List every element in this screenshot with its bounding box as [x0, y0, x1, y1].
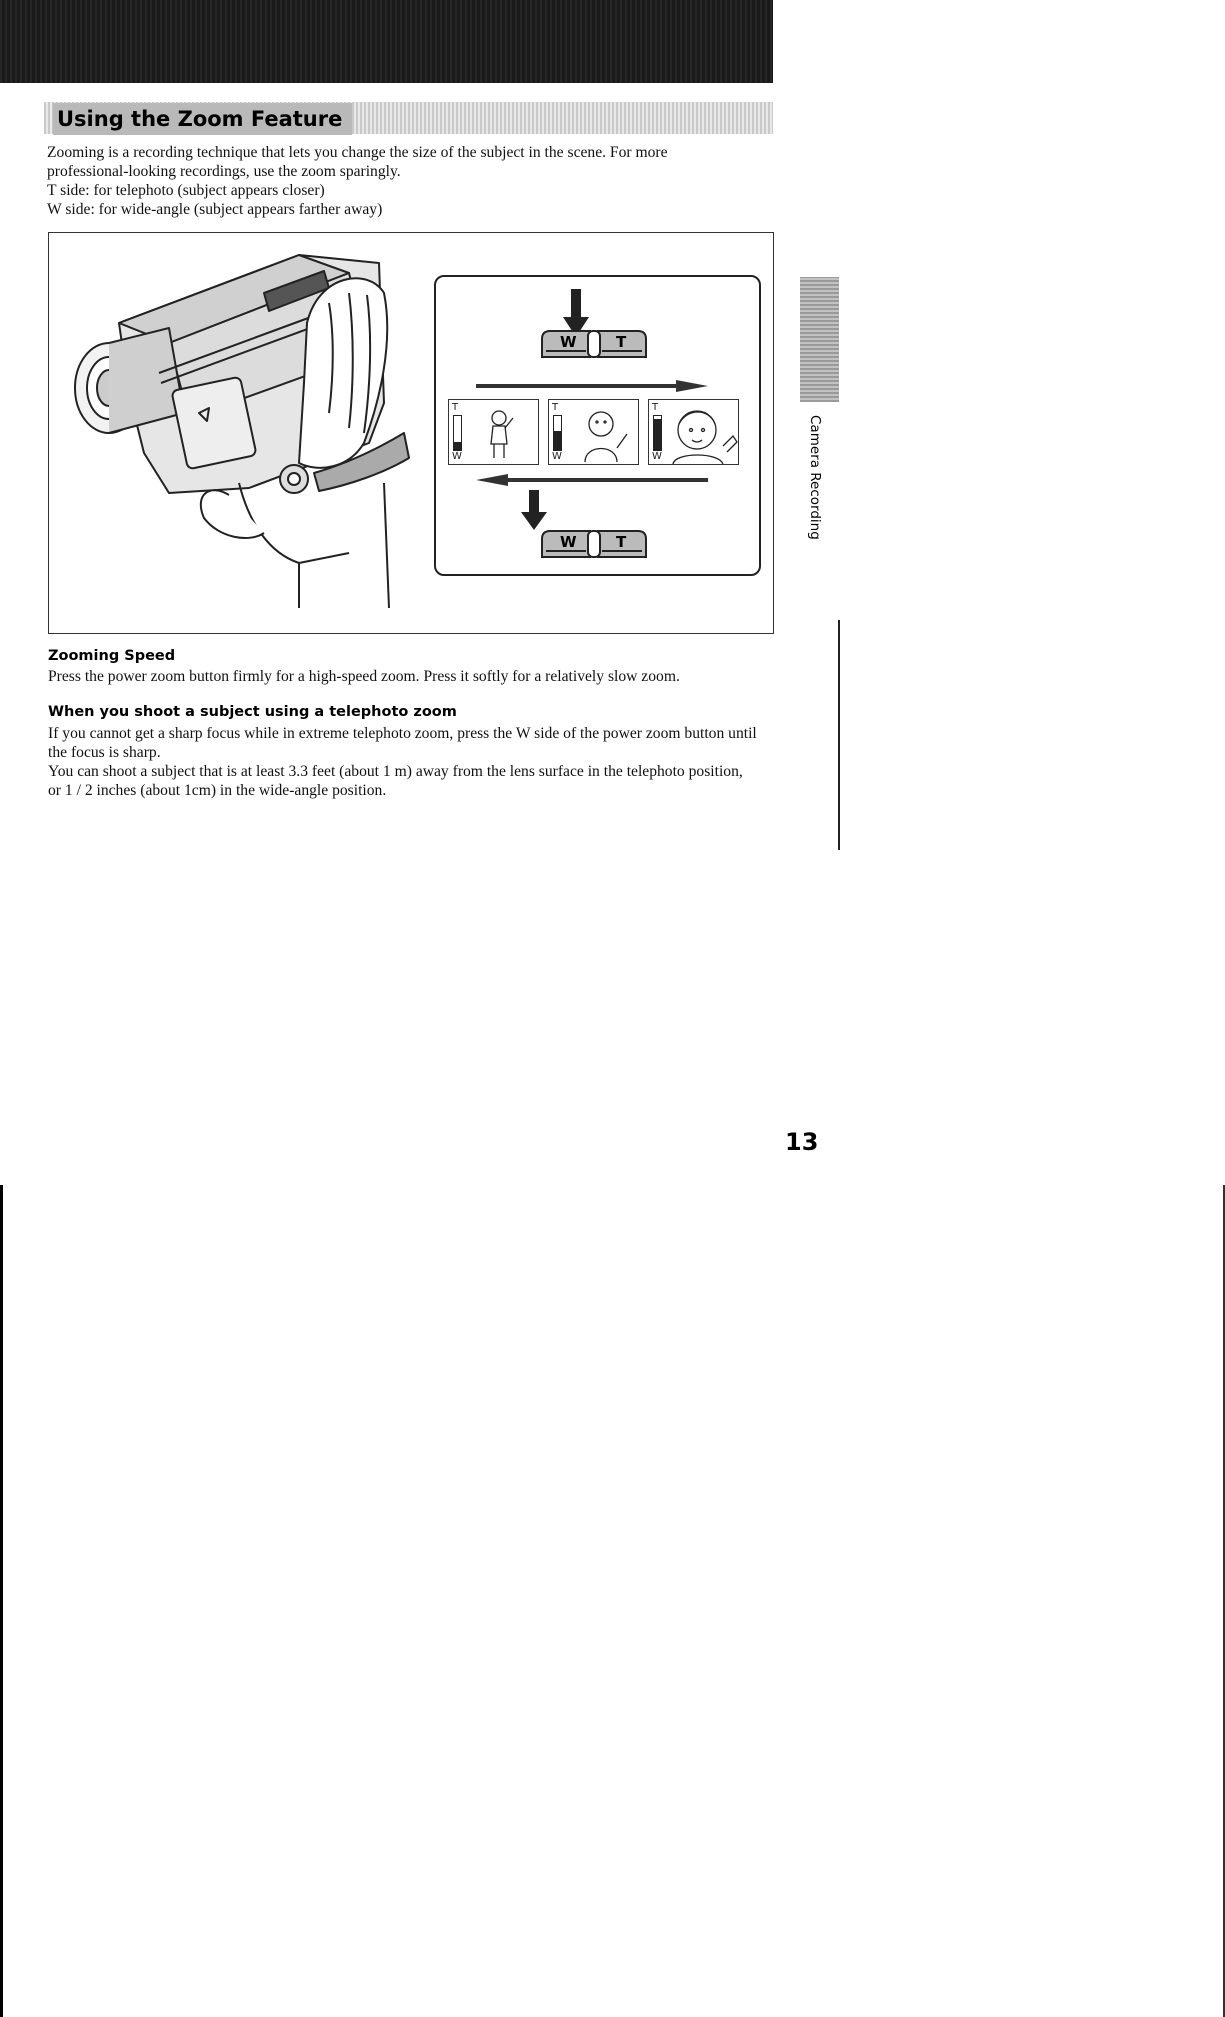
- zoom-level-indicator: [453, 415, 462, 451]
- zooming-speed-text: [48, 667, 758, 686]
- frame-t-label: T: [652, 402, 659, 413]
- telephoto-heading: When you shoot a subject using a telephoto zoom: [48, 704, 457, 720]
- zoom-frame-wide: [448, 399, 539, 465]
- person-large-icon: [667, 402, 739, 464]
- telephoto-paragraph-1: If you cannot get a sharp focus while in extreme telephoto zoom, press the W side of the power zoom button until the focus is sharp.: [48, 725, 757, 761]
- intro-paragraph: Zooming is a recording technique that lets you change the size of the subject in the scene. For more professional-looking recordings, use the zoom sparingly.: [47, 144, 668, 180]
- frame-w-label: W: [652, 451, 662, 462]
- person-medium-icon: [571, 404, 635, 464]
- frame-w-label: W: [552, 451, 562, 462]
- telephoto-text: [48, 724, 758, 800]
- zoom-level-indicator: [553, 415, 562, 451]
- section-tab: [800, 277, 839, 402]
- zoom-panel: [434, 275, 761, 576]
- section-label-text: Camera Recording: [807, 415, 823, 540]
- frame-t-label: T: [452, 402, 459, 413]
- margin-rule: [838, 620, 840, 850]
- intro-text: [47, 143, 747, 219]
- zoom-illustration: [48, 232, 774, 634]
- scan-edge-left: [0, 1185, 3, 2017]
- camcorder-hand-drawing: [49, 233, 429, 631]
- page-title: Using the Zoom Feature: [53, 103, 352, 135]
- rocker-t-label: T: [616, 333, 627, 351]
- zoom-rocker-bottom: [538, 527, 650, 561]
- zooming-speed-paragraph: Press the power zoom button firmly for a high-speed zoom. Press it softly for a relatively slow zoom.: [48, 668, 680, 685]
- zoom-in-arrow-icon: [476, 379, 708, 393]
- page-number: 13: [785, 1128, 819, 1156]
- rocker-t-label: T: [616, 533, 627, 551]
- person-small-icon: [473, 406, 529, 462]
- zoom-frame-mid: [548, 399, 639, 465]
- press-arrow-icon: [519, 490, 549, 532]
- zoom-out-arrow-icon: [476, 473, 708, 487]
- zoom-rocker-top: [538, 327, 650, 361]
- w-side-line: W side: for wide-angle (subject appears farther away): [47, 201, 383, 218]
- frame-w-label: W: [452, 451, 462, 462]
- telephoto-paragraph-2: You can shoot a subject that is at least 3.3 feet (about 1 m) away from the lens surface in the telephoto position, or 1 / 2 inches (about 1cm) in the wide-angle position.: [48, 763, 743, 799]
- rocker-w-label: W: [560, 533, 577, 551]
- zoom-frame-tele: [648, 399, 739, 465]
- top-header-band: [0, 0, 773, 83]
- zoom-level-indicator: [653, 415, 662, 451]
- section-label: [787, 415, 823, 545]
- t-side-line: T side: for telephoto (subject appears closer): [47, 182, 325, 199]
- rocker-w-label: W: [560, 333, 577, 351]
- frame-t-label: T: [552, 402, 559, 413]
- zooming-speed-heading: Zooming Speed: [48, 648, 176, 664]
